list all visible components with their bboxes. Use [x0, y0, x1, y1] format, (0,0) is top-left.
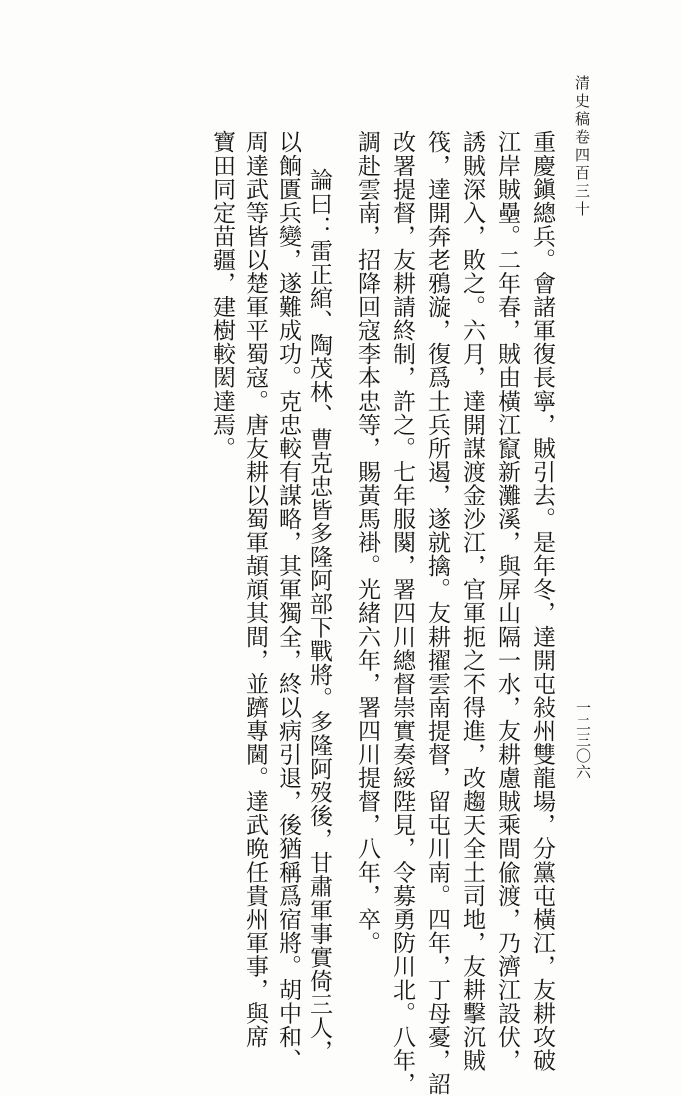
text-column-4: 筏，達開奔老鴉漩，復爲土兵所遏，遂就擒。友耕擢雲南提督，留屯川南。四年，丁母憂，詔	[424, 130, 450, 1096]
text-column-1: 重慶鎭總兵。會諸軍復長寧，賊引去。是年冬，達開屯敍州雙龍場，分黨屯橫江，友耕攻破	[529, 130, 555, 1072]
commentary-column-3: 周達武等皆以楚軍平蜀寇。唐友耕以蜀軍頡頏其間，並躋專閫。達武晩任貴州軍事，與席	[242, 130, 268, 1049]
text-column-2: 江岸賊壘。二年春，賊由橫江竄新灘溪，與屏山隔一水，友耕慮賊乘間偸渡，乃濟江設伏，	[494, 130, 520, 1072]
commentary-column-1: 論曰：雷正綰、陶茂林、曹克忠皆多隆阿部下戰將。多隆阿歿後，甘肅軍事實倚三人，	[306, 168, 332, 1063]
text-column-5: 改署提督，友耕請終制，許之。七年服闋，署四川總督崇實奏綏陛見，令募勇防川北。八年，	[389, 130, 415, 1096]
page-number: 一二三〇六	[574, 700, 592, 780]
commentary-column-2: 以餉匱兵變，遂難成功。克忠較有謀略，其軍獨全，終以病引退，後猶稱爲宿將。胡中和、	[275, 130, 301, 1072]
text-column-6: 調赴雲南，招降回寇李本忠等，賜黃馬褂。光緒六年，署四川提督，八年，卒。	[354, 130, 380, 955]
commentary-column-4: 寶田同定苗疆，建樹較閎達焉。	[209, 130, 235, 460]
book-title-header: 清史稿卷四百三十	[573, 75, 591, 219]
text-column-3: 誘賊深入，敗之。六月，達開謀渡金沙江，官軍扼之不得進，改趨天全土司地，友耕擊沉賊	[459, 130, 485, 1072]
